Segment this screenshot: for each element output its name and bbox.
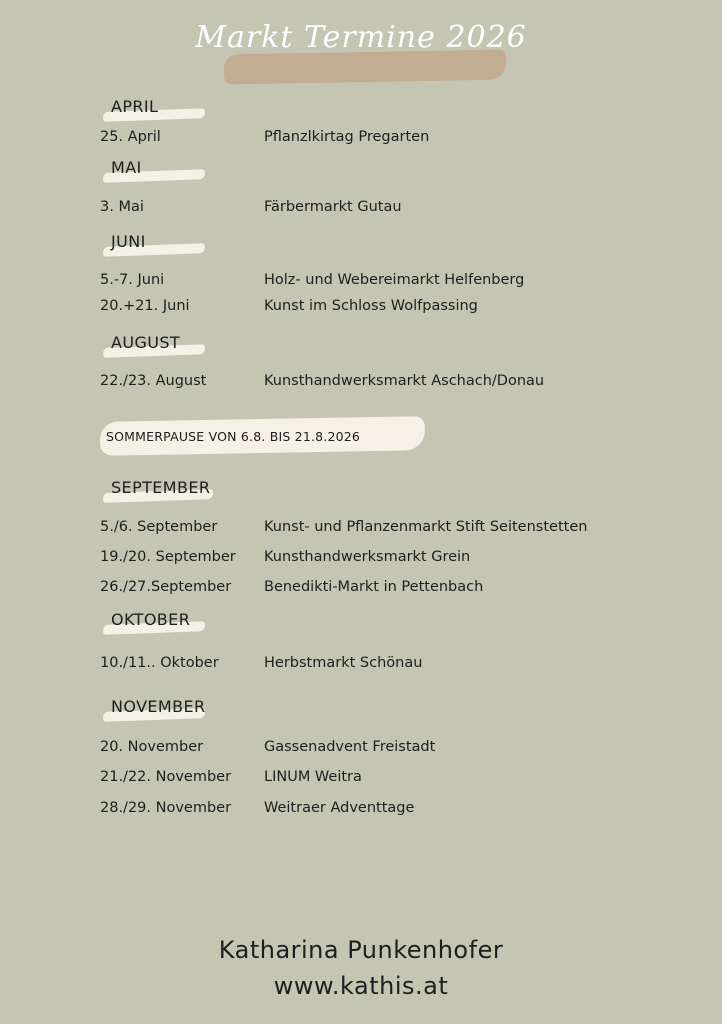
event-name: Pflanzlkirtag Pregarten <box>264 129 430 145</box>
month-heading-august <box>103 333 303 359</box>
event-row <box>0 549 722 569</box>
event-name: Benedikti-Markt in Pettenbach <box>264 579 484 595</box>
summer-pause-note <box>100 413 425 459</box>
month-heading-september <box>103 478 303 504</box>
event-date: 22./23. August <box>100 373 207 389</box>
month-heading-juni <box>103 232 303 258</box>
event-name: Kunst- und Pflanzenmarkt Stift Seitenstetten <box>264 519 588 535</box>
pause-label: SOMMERPAUSE VON 6.8. BIS 21.8.2026 <box>106 429 361 444</box>
month-heading-november <box>103 697 303 723</box>
title-area <box>0 14 722 84</box>
event-name: Weitraer Adventtage <box>264 800 415 816</box>
event-row <box>0 373 722 393</box>
event-date: 20. November <box>100 739 204 755</box>
event-row <box>0 579 722 599</box>
event-name: Kunsthandwerksmarkt Grein <box>264 549 471 565</box>
month-label: JUNI <box>111 232 146 251</box>
month-label: SEPTEMBER <box>111 478 211 497</box>
event-name: LINUM Weitra <box>264 769 362 785</box>
page-title: Markt Termine 2026 <box>195 20 527 55</box>
event-row <box>0 769 722 789</box>
month-label: OKTOBER <box>111 610 191 629</box>
footer-name: Katharina Punkenhofer <box>218 936 504 964</box>
month-label: APRIL <box>111 97 159 116</box>
event-date: 19./20. September <box>100 549 236 565</box>
event-date: 28./29. November <box>100 800 232 816</box>
event-date: 5./6. September <box>100 519 218 535</box>
event-date: 20.+21. Juni <box>100 298 190 314</box>
event-row <box>0 272 722 292</box>
event-date: 5.-7. Juni <box>100 272 165 288</box>
event-name: Kunsthandwerksmarkt Aschach/Donau <box>264 373 545 389</box>
event-row <box>0 739 722 759</box>
event-date: 10./11.. Oktober <box>100 655 219 671</box>
month-label: MAI <box>111 158 142 177</box>
footer-website[interactable]: www.kathis.at <box>273 972 449 1000</box>
month-heading-mai <box>103 158 303 184</box>
event-name: Kunst im Schloss Wolfpassing <box>264 298 478 314</box>
event-name: Holz- und Webereimarkt Helfenberg <box>264 272 525 288</box>
month-label: AUGUST <box>111 333 181 352</box>
event-name: Gassenadvent Freistadt <box>264 739 436 755</box>
event-date: 25. April <box>100 129 161 145</box>
event-date: 26./27.September <box>100 579 232 595</box>
event-row <box>0 129 722 149</box>
event-name: Herbstmarkt Schönau <box>264 655 423 671</box>
event-date: 3. Mai <box>100 199 144 215</box>
month-label: NOVEMBER <box>111 697 206 716</box>
event-date: 21./22. November <box>100 769 232 785</box>
event-name: Färbermarkt Gutau <box>264 199 402 215</box>
event-row <box>0 655 722 675</box>
event-row <box>0 199 722 219</box>
month-heading-oktober <box>103 610 303 636</box>
event-row <box>0 298 722 318</box>
event-row <box>0 800 722 820</box>
event-row <box>0 519 722 539</box>
month-heading-april <box>103 97 303 123</box>
